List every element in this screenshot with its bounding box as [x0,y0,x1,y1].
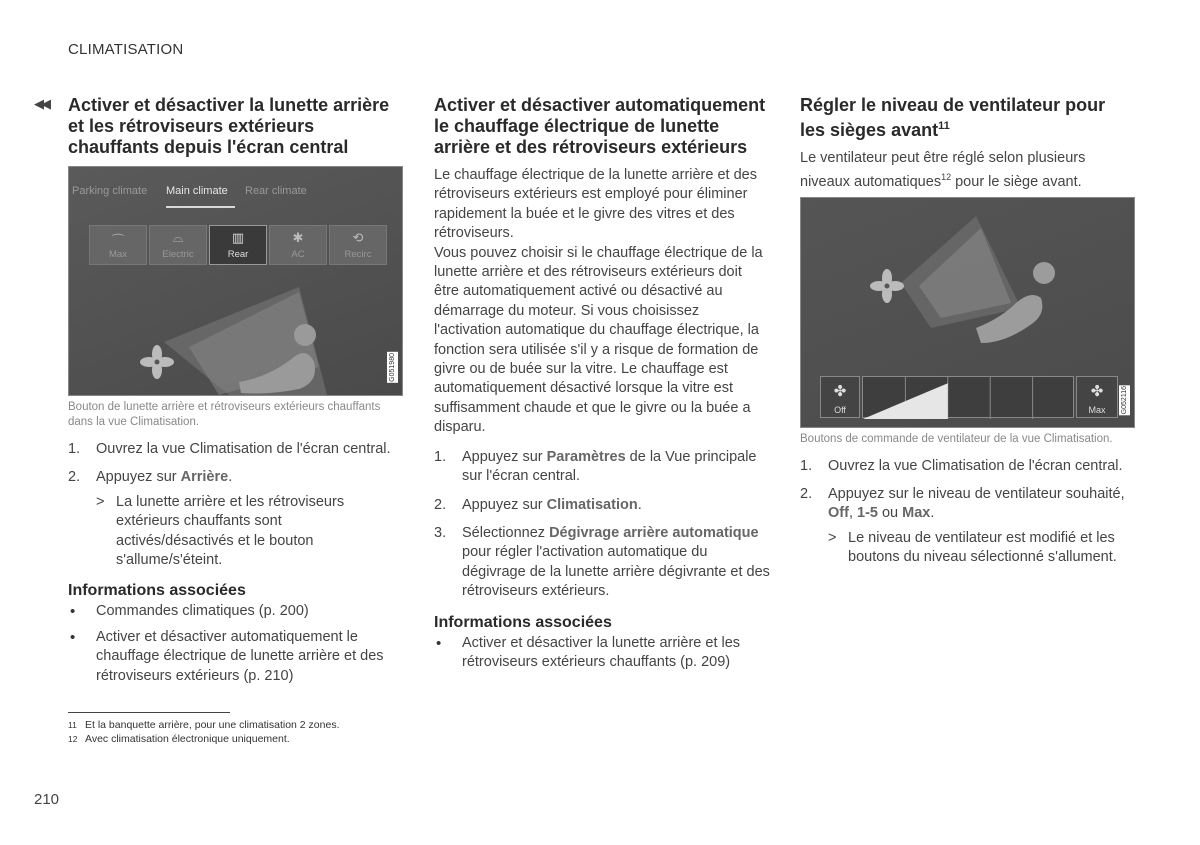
step-text-end: . [637,496,642,513]
electric-label: Electric [162,249,194,260]
step-number: 2. [434,496,447,513]
rear-defrost-icon: ▥ [231,230,245,245]
seat-fan-figure [800,197,1135,428]
result-arrow-icon: > [828,529,837,546]
step-text: Appuyez sur [96,469,181,486]
intro-text-end: pour le siège avant. [951,174,1082,191]
step-keyword-off: Off [828,505,849,522]
result-arrow-icon: > [96,493,105,510]
electric-windscreen-icon: ⌓ [172,230,184,245]
result-text: La lunette arrière et les rétroviseurs extérieurs chauffants sont activés/désactivés et le bouton s'allume/s'éteint. [116,493,345,569]
max-defrost-icon: ⌒ [111,233,125,248]
step-number: 3. [434,524,447,541]
fan-max-button[interactable] [1076,376,1118,418]
result-text: Le niveau de ventilateur est modifié et les boutons du niveau sélectionné s'allument. [848,529,1117,566]
related-link[interactable]: • Activer et désactiver automatiquement le chauffage électrique de lunette arrière et des rétroviseurs extérieurs (p. 210) [68,628,403,686]
footnote-item [68,732,339,746]
col1-steps [68,440,403,570]
step-item [800,457,1134,476]
step-item [434,496,770,515]
ac-snowflake-icon: ✱ [292,230,304,245]
step-text: Appuyez sur [462,448,547,465]
step-number: 2. [800,486,813,503]
related-link[interactable]: • Activer et désactiver la lunette arrière et les rétroviseurs extérieurs chauffants (p. 209) [434,634,770,673]
step-item [434,524,770,602]
double-chevron-left-icon[interactable]: ◀◀ [34,96,48,111]
footnote-ref[interactable]: 11 [938,120,950,132]
tab-rear-climate[interactable]: Rear climate [245,185,307,197]
related-list [68,602,403,686]
step-number: 1. [800,457,813,474]
related-list [434,634,770,673]
footnote-rule [68,712,230,713]
max-label: Max [109,249,127,260]
fan-level-steps[interactable] [862,376,1074,418]
step-text: Appuyez sur [462,496,547,513]
step-keyword: Dégivrage arrière automatique [549,524,759,541]
step-item [68,440,403,459]
rear-label: Rear [227,249,249,260]
step-text-end: pour régler l'activation automatique du dégivrage de la lunette arrière dégivrante et des rétroviseurs extérieurs. [462,544,770,600]
step-text-end: . [930,505,935,522]
climate-screen-figure [68,166,403,396]
related-link[interactable]: • Commandes climatiques (p. 200) [68,602,403,621]
col3-title-text: Régler le niveau de ventilateur pour les sièges avant [800,95,1106,140]
max-label: Max [1088,404,1106,415]
col2-para2: Vous pouvez choisir si le chauffage électrique de la lunette arrière et des rétroviseurs extérieurs doit être automatiquement activé ou désactivé au démarrage du moteur. Si vous choisissez l'activation automatique du chauffage électrique, la fonction sera utilisée s'il y a risque de formation de givre ou de buée sur la vitre. Le chauffage est automatiquement désactivé lorsque la vitre est suffisamment chaude et que le givre ou la buée a disparu. [434,244,763,436]
col2-steps [434,448,770,602]
col2-title: Activer et désactiver automatiquement le chauffage électrique de lunette arrière et des rétroviseurs extérieurs [434,95,766,157]
col3-intro [800,149,1134,193]
step-number: 1. [434,448,447,465]
intro-text: Le ventilateur peut être réglé selon plusieurs niveaux automatiques [800,150,1086,191]
step-keyword: Arrière [180,469,229,486]
footnotes [68,718,339,746]
seat-airflow-illustration [69,167,402,395]
step-number: 1. [68,441,81,457]
fan-max-icon: ✤ [1090,382,1104,400]
fan-level-bar [820,376,1118,418]
step-text-end: . [228,469,233,486]
fan-off-icon: ✤ [833,382,847,400]
step-keyword-max: Max [902,505,931,522]
footnote-text: Avec climatisation électronique uniquement. [85,733,290,745]
off-label: Off [834,404,846,415]
separator: ou [877,505,903,522]
col3-steps [800,457,1134,568]
step-item [68,468,403,570]
related-heading: Informations associées [434,613,612,631]
step-item [800,485,1134,568]
tab-parking-climate[interactable]: Parking climate [72,185,148,197]
footnote-item [68,718,339,732]
step-result [828,529,1134,568]
related-heading: Informations associées [68,582,246,600]
footnote-ref[interactable]: 12 [941,172,952,183]
figure-code: G051980 [389,353,396,382]
tab-main-climate[interactable]: Main climate [166,185,228,197]
fan-icon [140,345,174,379]
column-seat-fan [800,95,1134,577]
footnote-number: 12 [68,734,78,744]
footnote-number: 11 [68,720,77,730]
step-text: Ouvrez la vue Climatisation de l'écran central. [96,441,391,457]
col3-title [800,95,1134,141]
footnote-text: Et la banquette arrière, pour une climatisation 2 zones. [85,719,340,731]
fan-level-ramp [863,377,1075,419]
recirculation-icon: ⟲ [352,230,364,245]
step-item [434,448,770,487]
step-text-end: de la Vue principale sur l'écran central. [462,448,757,485]
fan-icon [870,269,904,303]
figure-code: G052116 [1121,385,1128,414]
step-keyword: Paramètres [546,448,626,465]
column-auto-heating [434,95,770,678]
figure-caption: Bouton de lunette arrière et rétroviseurs extérieurs chauffants dans la vue Climatisation. [68,401,381,428]
step-result [96,493,403,571]
step-text: Sélectionnez [462,524,550,541]
figure-caption: Boutons de commande de ventilateur de la vue Climatisation. [800,432,1113,445]
col1-title: Activer et désactiver la lunette arrière et les rétroviseurs extérieurs chauffants depuis l'écran central [68,95,390,157]
recirc-label: Recirc [344,249,372,260]
step-number: 2. [68,469,81,486]
column-rear-window-heating [68,95,403,692]
step-keyword: Climatisation [546,496,638,513]
ac-label: AC [291,249,305,260]
fan-off-button[interactable] [820,376,860,418]
step-text: Appuyez sur le niveau de ventilateur souhaité, [828,486,1125,503]
step-keyword-levels: 1-5 [857,505,878,522]
step-text: Ouvrez la vue Climatisation de l'écran central. [828,457,1123,474]
separator: , [848,505,857,522]
section-title: CLIMATISATION [68,41,184,58]
col2-para1: Le chauffage électrique de la lunette arrière et des rétroviseurs extérieurs est employé pour éliminer rapidement la buée et le givre des vitres et des rétroviseurs. [434,167,757,242]
page-number: 210 [34,791,60,808]
